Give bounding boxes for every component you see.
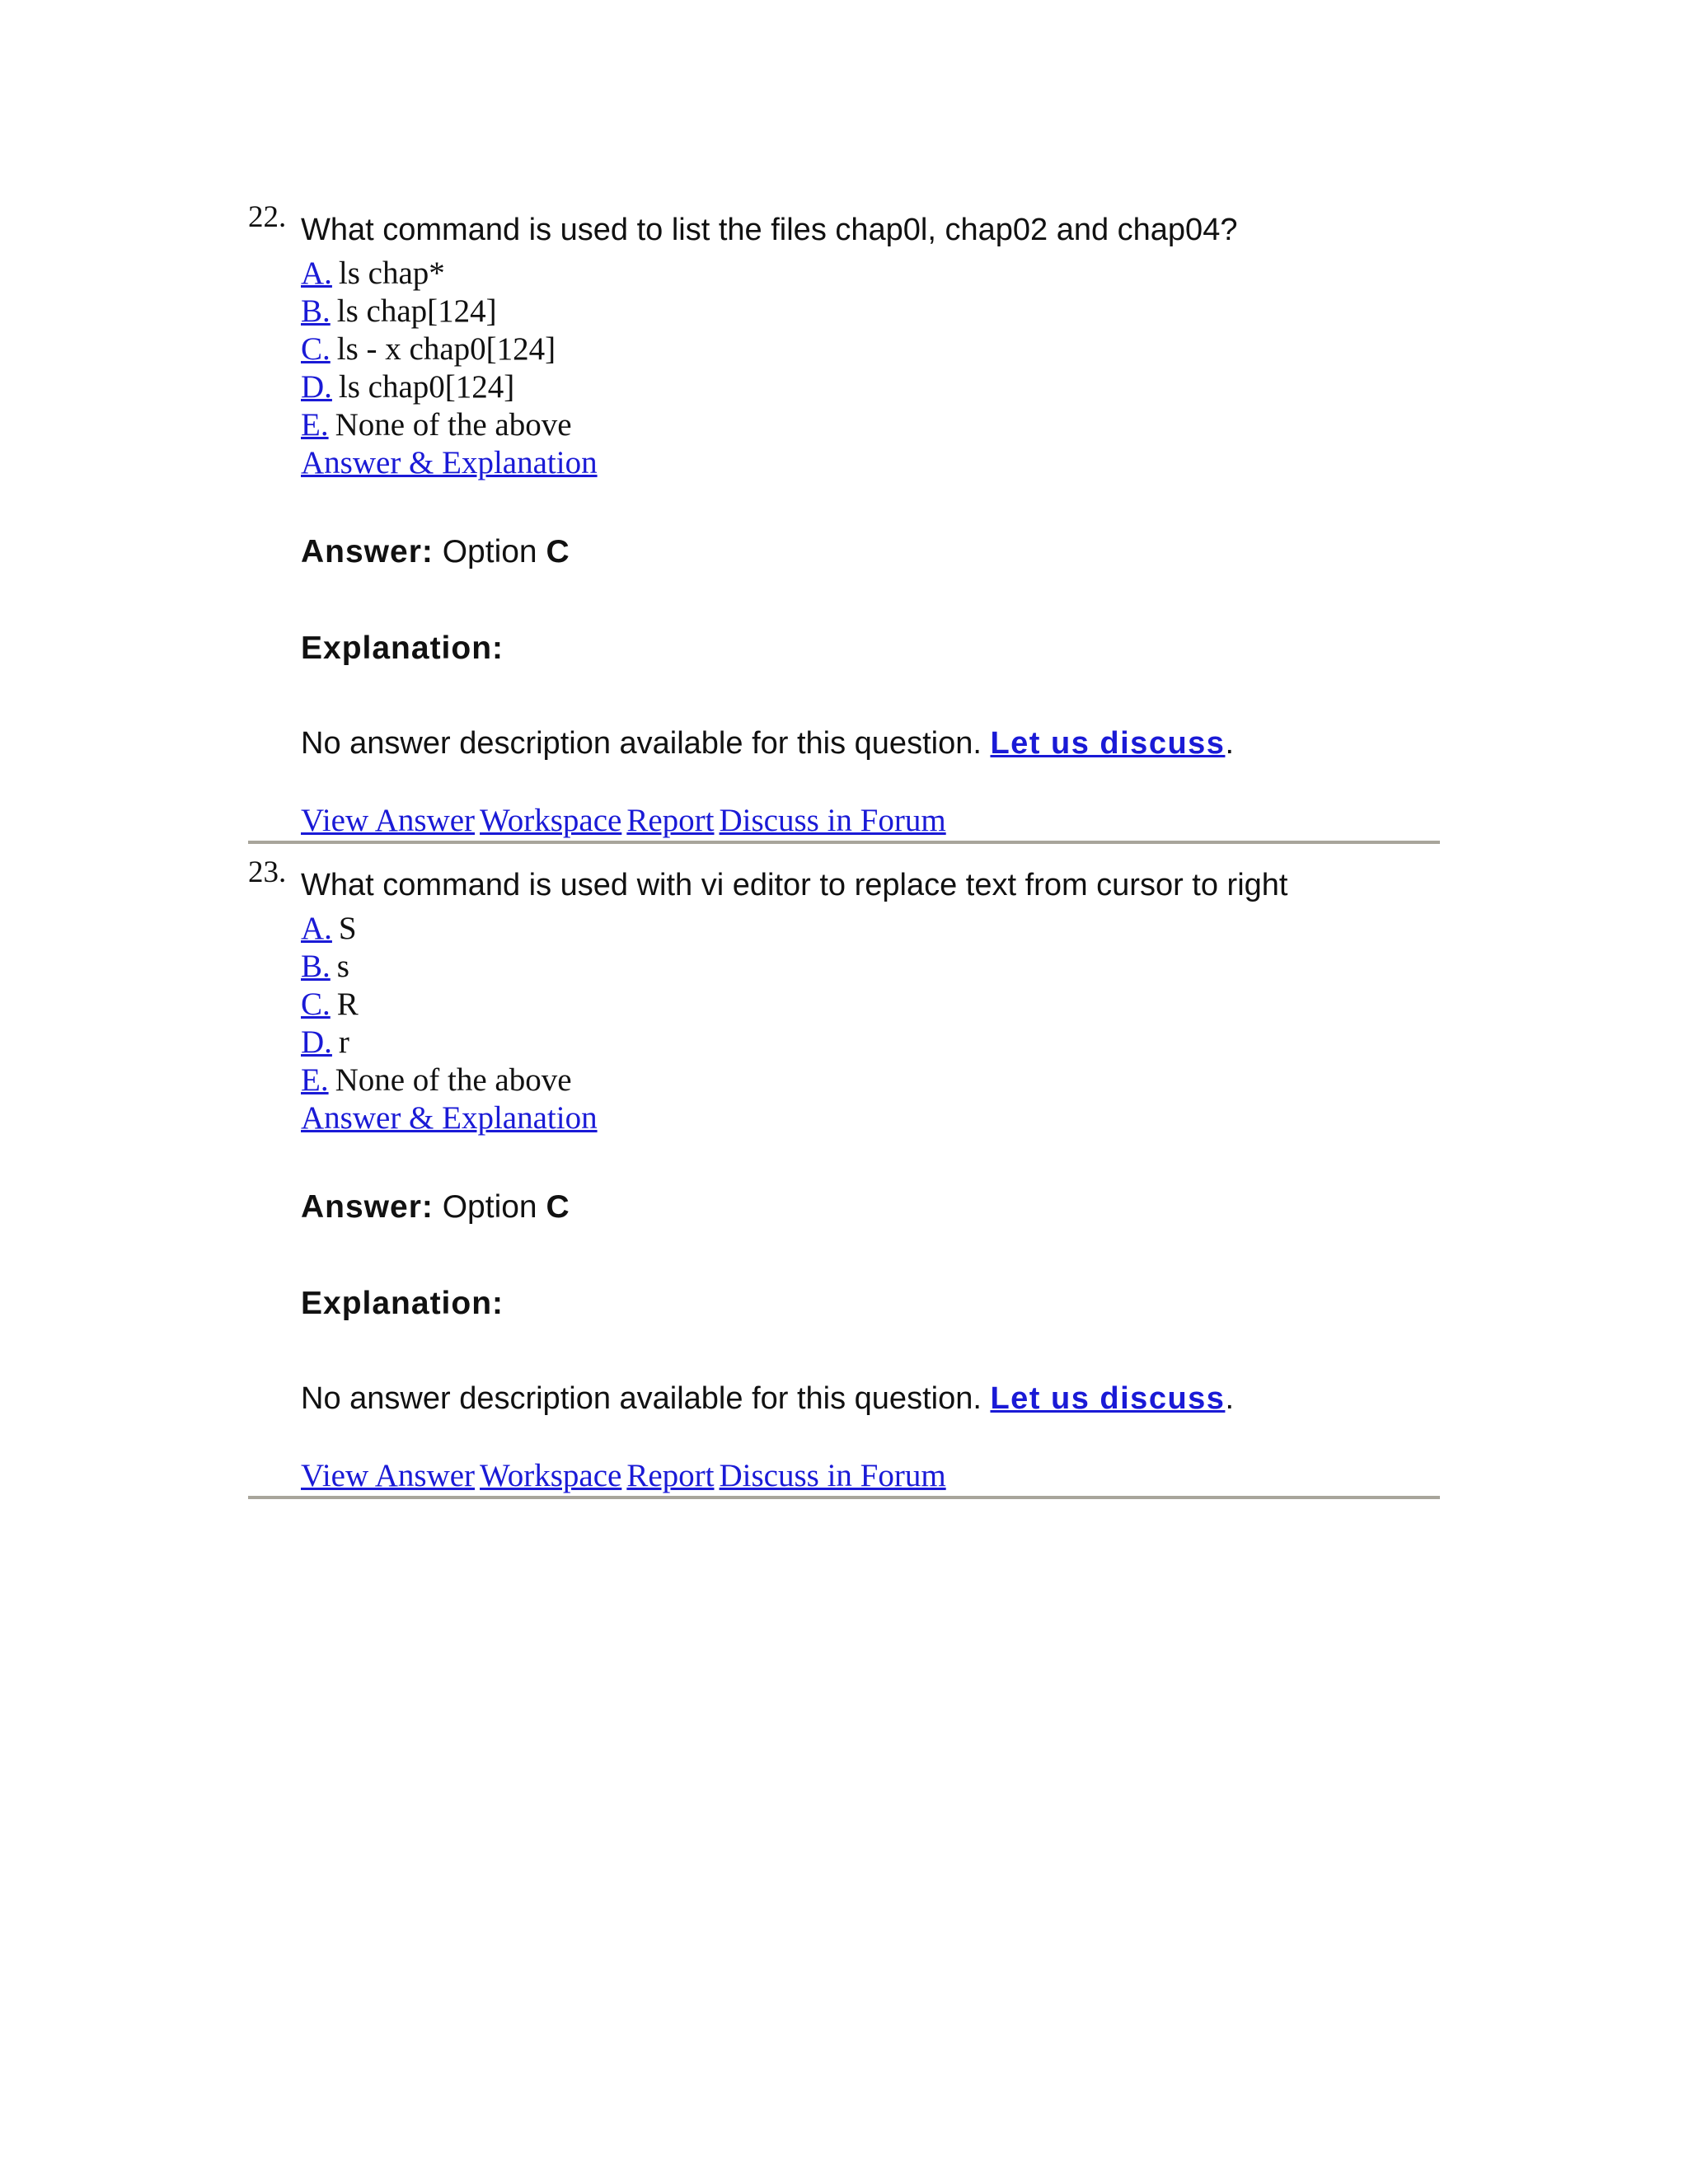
question-text: What command is used to list the files chap0l, chap02 and chap04? [301, 213, 1238, 247]
explanation-text [301, 1382, 1234, 1417]
question-text: What command is used with vi editor to replace text from cursor to right [301, 868, 1288, 902]
answer-explanation-link[interactable]: Answer & Explanation [301, 445, 598, 480]
option-item [301, 910, 572, 948]
option-item [301, 368, 572, 406]
explanation-end: . [1225, 726, 1234, 761]
explanation-body: No answer description available for this question. [301, 1381, 982, 1416]
option-a-link[interactable]: A. [301, 255, 332, 291]
option-text: ls chap[124] [336, 293, 497, 329]
view-answer-link[interactable]: View Answer [301, 1458, 476, 1493]
explanation-end: . [1225, 1381, 1234, 1416]
option-text: ls - x chap0[124] [336, 331, 556, 367]
answer-label: Answer: [301, 534, 434, 569]
option-text: R [336, 987, 359, 1022]
option-item [301, 1024, 572, 1062]
report-link[interactable]: Report [626, 1458, 715, 1493]
option-text: None of the above [335, 1062, 572, 1098]
option-item [301, 1062, 572, 1099]
workspace-link[interactable]: Workspace [480, 1458, 622, 1493]
question-separator [248, 1496, 1440, 1499]
question-separator [248, 841, 1440, 844]
question-number: 22. [248, 200, 287, 234]
question-actions [301, 802, 951, 840]
option-text: s [336, 949, 349, 984]
explanation-body: No answer description available for this question. [301, 726, 982, 761]
discuss-in-forum-link[interactable]: Discuss in Forum [719, 803, 946, 838]
question-actions [301, 1457, 951, 1495]
option-list [301, 910, 572, 1099]
option-c-link[interactable]: C. [301, 987, 331, 1022]
option-d-link[interactable]: D. [301, 369, 332, 405]
let-us-discuss-link[interactable]: Let us discuss [990, 726, 1226, 761]
discuss-in-forum-link[interactable]: Discuss in Forum [719, 1458, 946, 1493]
option-c-link[interactable]: C. [301, 331, 331, 367]
option-item [301, 948, 572, 986]
view-answer-link[interactable]: View Answer [301, 803, 476, 838]
answer-line [301, 535, 570, 570]
option-text: r [338, 1024, 349, 1060]
option-text: S [338, 911, 357, 946]
option-e-link[interactable]: E. [301, 407, 329, 443]
option-item [301, 406, 572, 444]
let-us-discuss-link[interactable]: Let us discuss [990, 1381, 1226, 1416]
option-list [301, 255, 572, 444]
option-d-link[interactable]: D. [301, 1024, 332, 1060]
answer-line [301, 1190, 570, 1226]
answer-label: Answer: [301, 1189, 434, 1225]
answer-value: C [546, 534, 570, 569]
explanation-heading: Explanation: [301, 630, 504, 666]
answer-explanation-link[interactable]: Answer & Explanation [301, 1100, 598, 1136]
question-number: 23. [248, 855, 287, 889]
answer-prefix: Option [442, 534, 537, 569]
option-item [301, 986, 572, 1024]
explanation-heading: Explanation: [301, 1286, 504, 1321]
answer-prefix: Option [442, 1189, 537, 1225]
option-text: ls chap0[124] [338, 369, 515, 405]
option-item [301, 255, 572, 293]
option-text: None of the above [335, 407, 572, 443]
answer-value: C [546, 1189, 570, 1225]
explanation-text [301, 727, 1234, 762]
option-e-link[interactable]: E. [301, 1062, 329, 1098]
option-item [301, 330, 572, 368]
option-a-link[interactable]: A. [301, 911, 332, 946]
option-b-link[interactable]: B. [301, 949, 331, 984]
workspace-link[interactable]: Workspace [480, 803, 622, 838]
option-b-link[interactable]: B. [301, 293, 331, 329]
report-link[interactable]: Report [626, 803, 715, 838]
option-text: ls chap* [338, 255, 445, 291]
option-item [301, 293, 572, 330]
